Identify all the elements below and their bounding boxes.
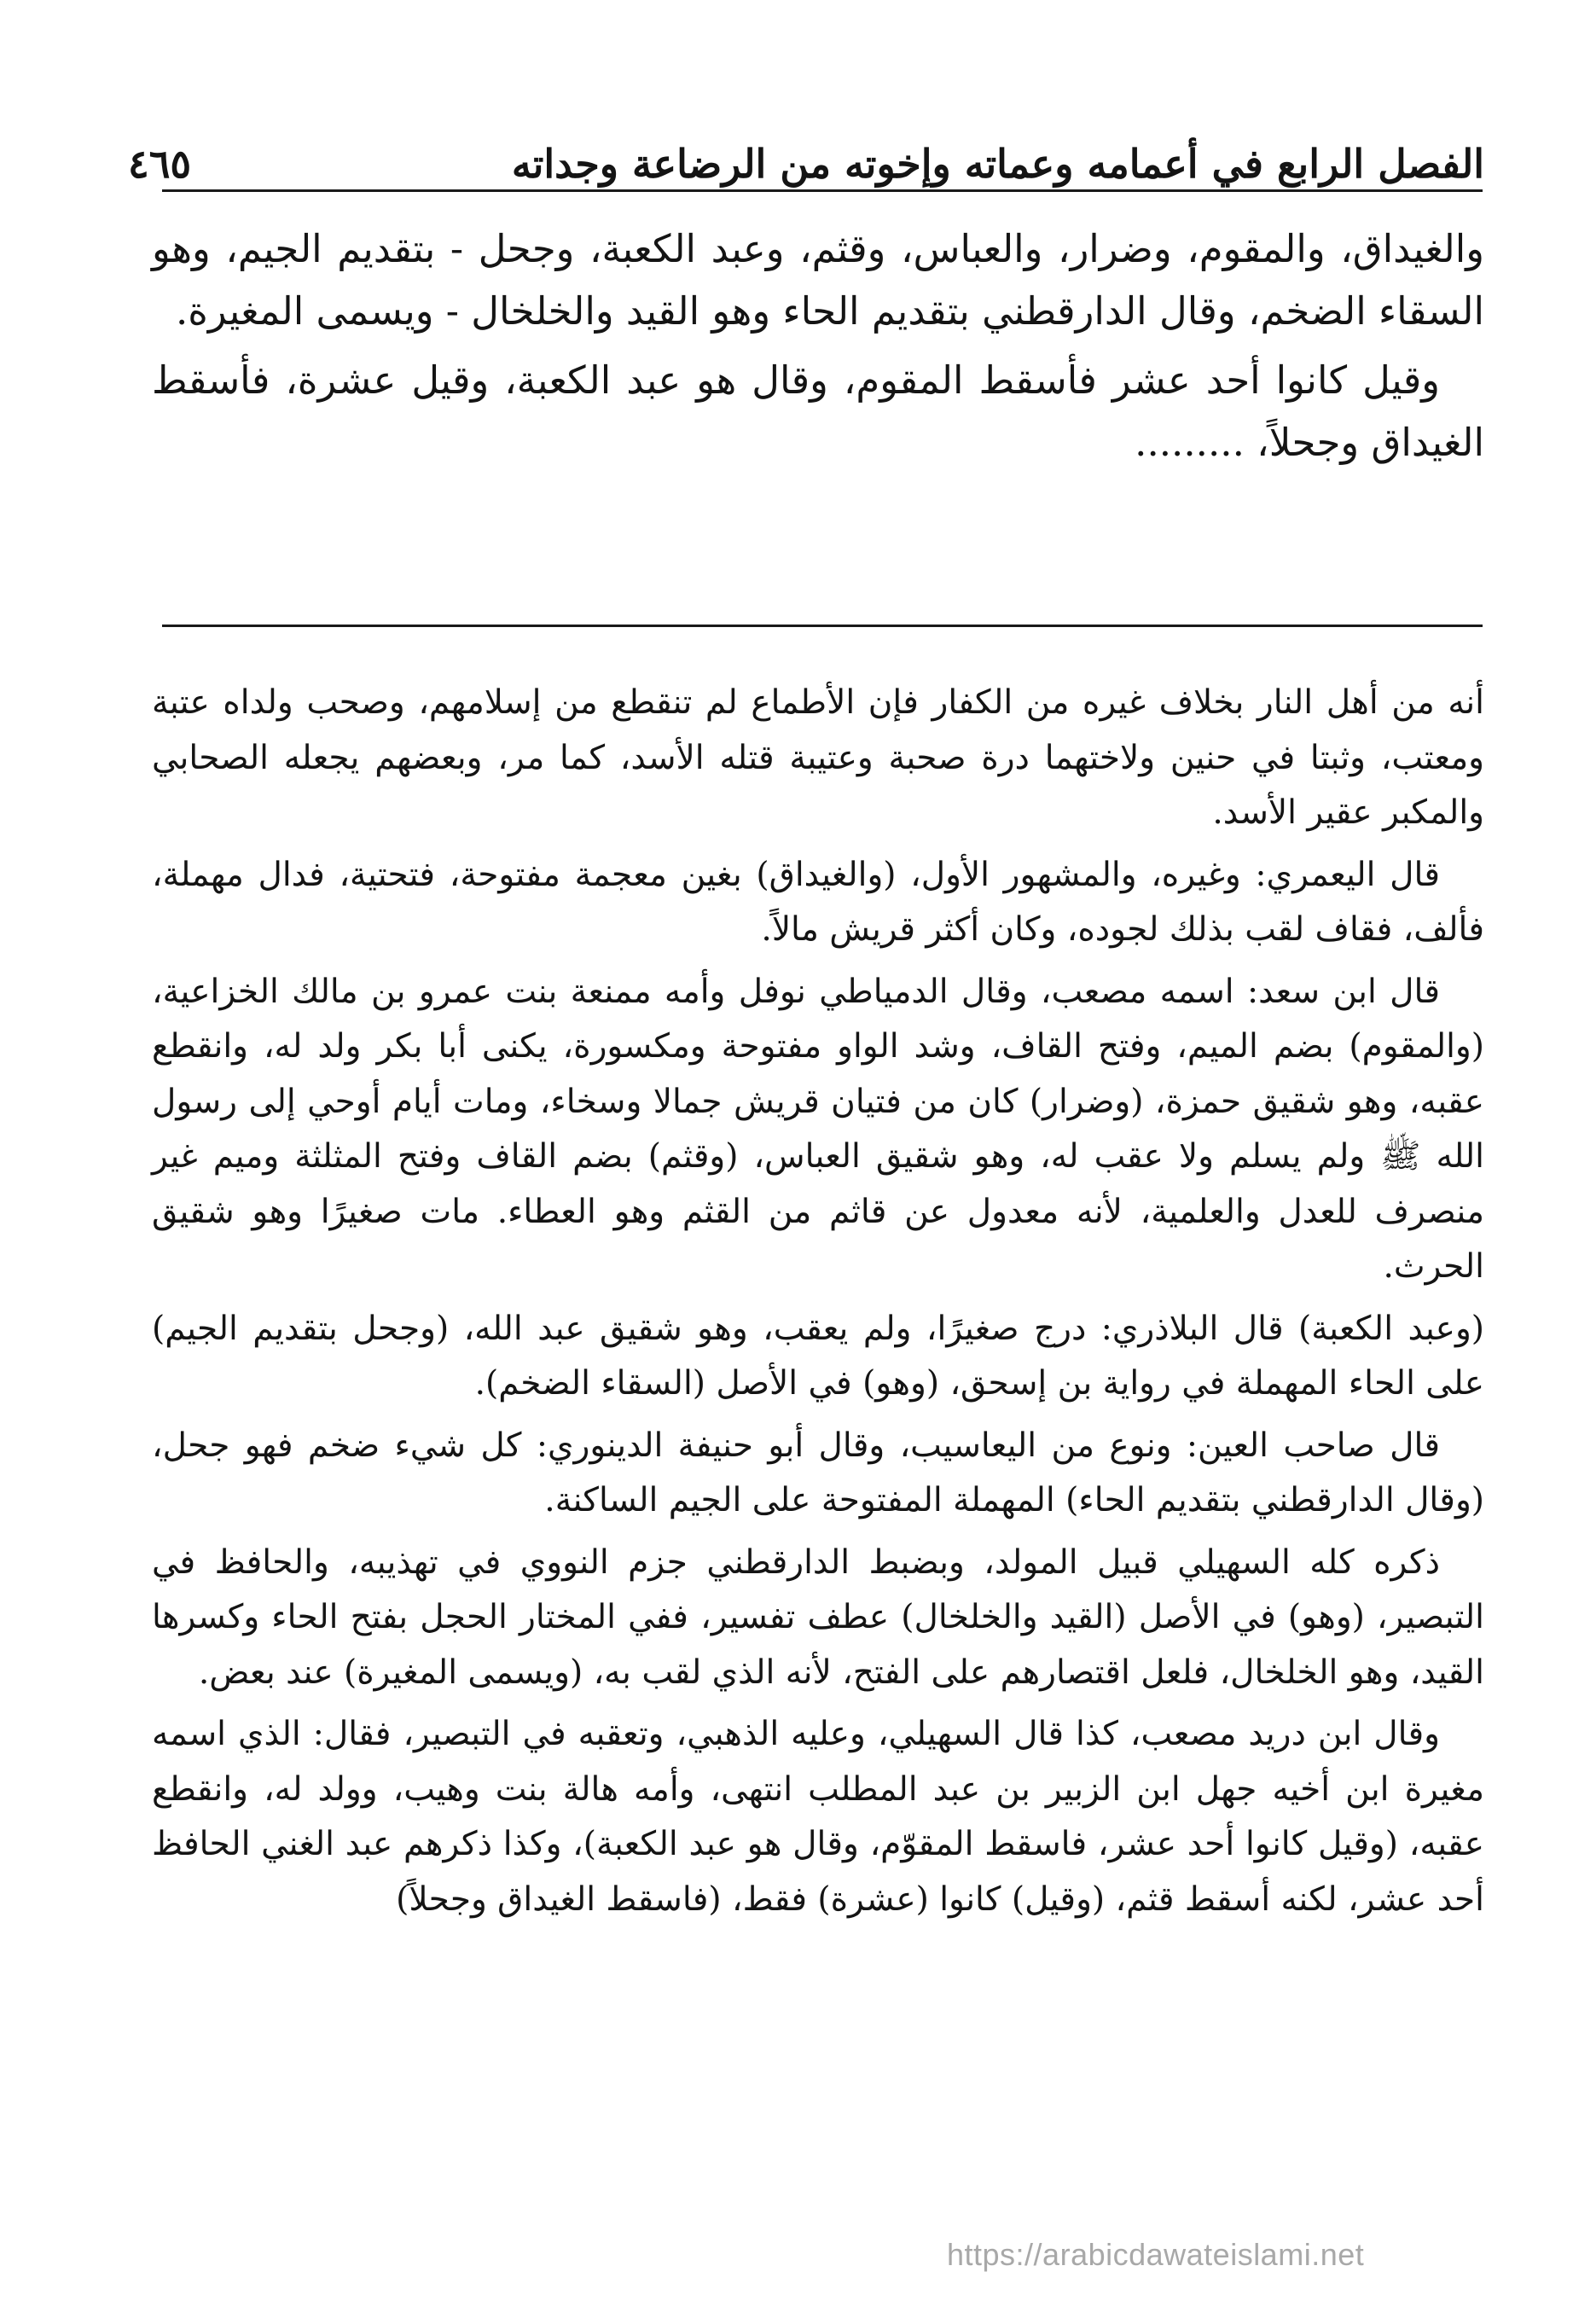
commentary-paragraph-6: ذكره كله السهيلي قبيل المولد، وبضبط الدارقطني جزم النووي في تهذيبه، والحافظ في التبصير، (وهو) في الأصل (القيد والخلخال) عطف تفسير، ففي المختار الحجل بفتح الحاء وكسرها القيد، وهو الخلخال، فلعل اقتصارهم على الفتح، لأنه الذي لقب به، (ويسمى المغيرة) عند بعض. (152, 1543, 1484, 1692)
chapter-title: الفصل الرابع في أعمامه وعماته وإخوته من الرضاعة وجداته (511, 141, 1484, 187)
commentary-paragraph-2: قال اليعمري: وغيره، والمشهور الأول، (والغيداق) بغين معجمة مفتوحة، فتحتية، فدال مهملة، فألف، فقاف لقب بذلك لجوده، وكان أكثر قريش مالاً. (152, 855, 1484, 949)
section-divider (162, 625, 1483, 627)
running-header (128, 85, 1484, 187)
commentary-paragraph-5: قال صاحب العين: ونوع من اليعاسيب، وقال أبو حنيفة الدينوري: كل شيء ضخم فهو جحل، (وقال الدارقطني بتقديم الحاء) المهملة المفتوحة على الجيم الساكنة. (152, 1426, 1484, 1519)
page-number: ٤٦٥ (128, 141, 192, 187)
commentary-paragraph-3: قال ابن سعد: اسمه مصعب، وقال الدمياطي نوفل وأمه ممنعة بنت عمرو بن مالك الخزاعية، (والمقوم) بضم الميم، وفتح القاف، وشد الواو مفتوحة ومكسورة، يكنى أبا بكر ولد له، وانقطع عقبه، وهو شقيق حمزة، (وضرار) كان من فتيان قريش جمالا وسخاء، ومات أيام أوحي إلى رسول الله ﷺ ولم يسلم ولا عقب له، وهو شقيق العباس، (وقثم) بضم القاف وفتح المثلثة وميم غير منصرف للعدل والعلمية، لأنه معدول عن قاثم من القثم وهو العطاء. مات صغيرًا وهو شقيق الحرث. (152, 972, 1484, 1286)
commentary-paragraph-7: وقال ابن دريد مصعب، كذا قال السهيلي، وعليه الذهبي، وتعقبه في التبصير، فقال: الذي اسمه مغيرة ابن أخيه جهل ابن الزبير بن عبد المطلب انتهى، وأمه هالة بنت وهيب، وولد له، وانقطع عقبه، (وقيل كانوا أحد عشر، فاسقط المقوّم، وقال هو عبد الكعبة)، وكذا ذكرهم عبد الغني الحافظ أحد عشر، لكنه أسقط قثم، (وقيل) كانوا (عشرة) فقط، (فاسقط الغيداق وجحلاً) (152, 1715, 1484, 1919)
main-text-paragraph-1: والغيداق، والمقوم، وضرار، والعباس، وقثم، وعبد الكعبة، وجحل - بتقديم الجيم، وهو السقاء الضخم، وقال الدارقطني بتقديم الحاء وهو القيد والخلخال - ويسمى المغيرة. (152, 226, 1484, 334)
source-watermark: https://arabicdawateislami.net (947, 2237, 1365, 2272)
main-text (152, 218, 1484, 474)
header-rule (162, 189, 1483, 192)
commentary-text (152, 676, 1484, 1927)
main-text-paragraph-2: وقيل كانوا أحد عشر فأسقط المقوم، وقال هو عبد الكعبة، وقيل عشرة، فأسقط الغيداق وجحلاً، ......... (152, 357, 1484, 465)
commentary-paragraph-1: أنه من أهل النار بخلاف غيره من الكفار فإن الأطماع لم تنقطع من إسلامهم، وصحب ولداه عتبة ومعتب، وثبتا في حنين ولاختهما درة صحبة وعتيبة قتله الأسد، كما مر، وبعضهم يجعله الصحابي والمكبر عقير الأسد. (152, 683, 1484, 832)
commentary-paragraph-4: (وعبد الكعبة) قال البلاذري: درج صغيرًا، ولم يعقب، وهو شقيق عبد الله، (وجحل بتقديم الجيم) على الحاء المهملة في رواية بن إسحق، (وهو) في الأصل (السقاء الضخم). (152, 1309, 1484, 1403)
